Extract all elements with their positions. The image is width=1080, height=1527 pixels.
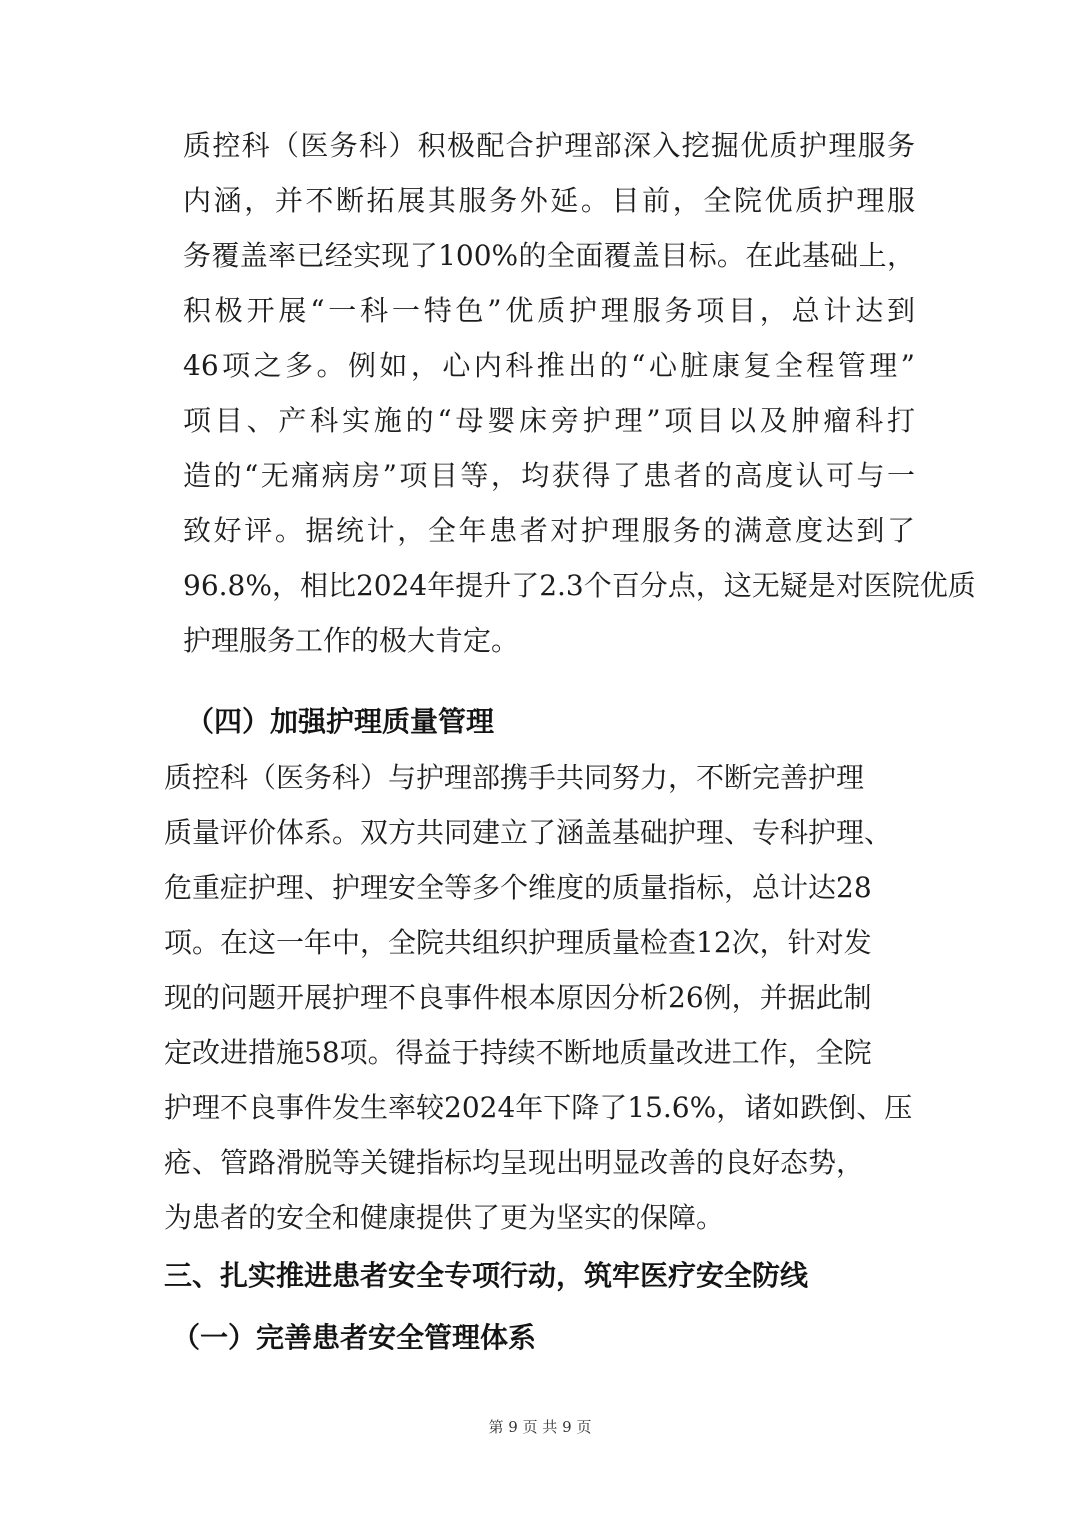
section-heading-4: （四）加强护理质量管理 bbox=[186, 705, 495, 738]
paragraph-line: 护理不良事件发生率较2024年下降了15.6%，诸如跌倒、压 bbox=[164, 1091, 913, 1124]
paragraph-line: 积极开展“一科一特色”优质护理服务项目，总计达到 bbox=[183, 294, 915, 327]
paragraph-line: 项目、产科实施的“母婴床旁护理”项目以及肿瘤科打 bbox=[183, 404, 915, 437]
paragraph-line: 疮、管路滑脱等关键指标均呈现出明显改善的良好态势， bbox=[164, 1146, 865, 1179]
section-heading-3: 三、扎实推进患者安全专项行动，筑牢医疗安全防线 bbox=[164, 1259, 809, 1292]
paragraph-line: 质控科（医务科）积极配合护理部深入挖掘优质护理服务 bbox=[183, 129, 915, 162]
paragraph-line: 内涵，并不断拓展其服务外延。目前，全院优质护理服 bbox=[183, 184, 915, 217]
paragraph-line: 项。在这一年中，全院共组织护理质量检查12次，针对发 bbox=[164, 926, 872, 959]
paragraph-line: 致好评。据统计，全年患者对护理服务的满意度达到了 bbox=[183, 514, 915, 547]
paragraph-line: 46项之多。例如，心内科推出的“心脏康复全程管理” bbox=[183, 349, 915, 382]
paragraph-line: 96.8%，相比2024年提升了2.3个百分点，这无疑是对医院优质 bbox=[183, 569, 976, 602]
paragraph-line: 造的“无痛病房”项目等，均获得了患者的高度认可与一 bbox=[183, 459, 915, 492]
paragraph-line: 定改进措施58项。得益于持续不断地质量改进工作，全院 bbox=[164, 1036, 872, 1069]
subsection-heading-1: （一）完善患者安全管理体系 bbox=[172, 1321, 537, 1354]
paragraph-line: 现的问题开展护理不良事件根本原因分析26例，并据此制 bbox=[164, 981, 872, 1014]
paragraph-line: 护理服务工作的极大肯定。 bbox=[183, 624, 520, 657]
paragraph-line: 质控科（医务科）与护理部携手共同努力，不断完善护理 bbox=[164, 761, 865, 794]
paragraph-line: 质量评价体系。双方共同建立了涵盖基础护理、专科护理、 bbox=[164, 816, 893, 849]
paragraph-line: 为患者的安全和健康提供了更为坚实的保障。 bbox=[164, 1201, 725, 1234]
page-number-footer: 第 9 页 共 9 页 bbox=[488, 1418, 592, 1436]
paragraph-line: 危重症护理、护理安全等多个维度的质量指标，总计达28 bbox=[164, 871, 872, 904]
paragraph-line: 务覆盖率已经实现了100%的全面覆盖目标。在此基础上， bbox=[183, 239, 915, 272]
